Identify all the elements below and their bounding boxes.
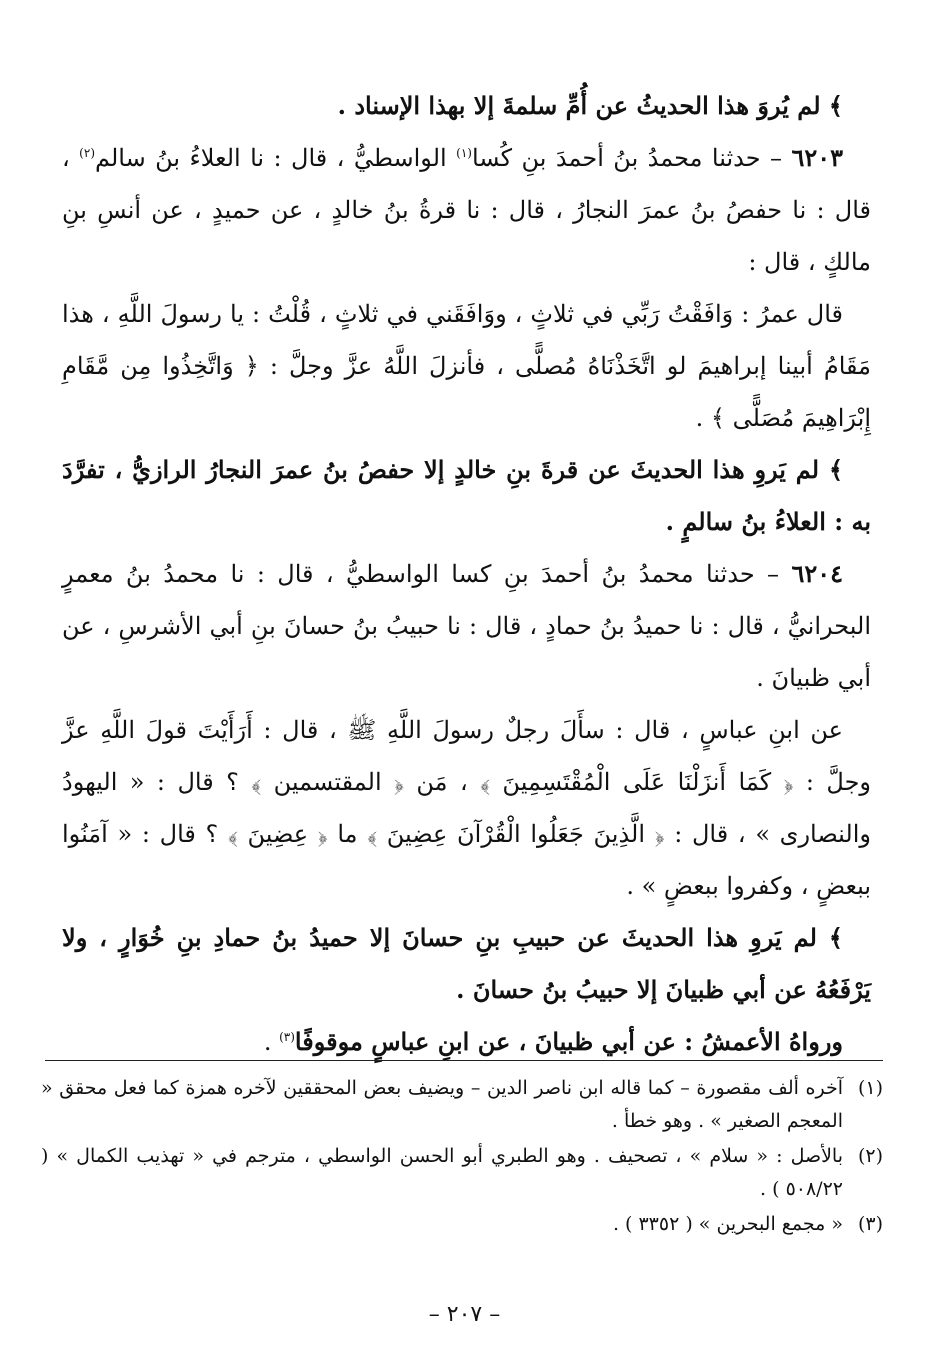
note-6203 bbox=[62, 444, 871, 548]
main-text bbox=[62, 80, 871, 1068]
page-number: – ٢٠٧ – bbox=[428, 1302, 501, 1327]
footnote-1-text: آخره ألف مقصورة – كما قاله ابن ناصر الدين – ويضيف بعض المحققين لآخره همزة كما فعل محقق « المعجم الصغير » . وهو خطأ . bbox=[41, 1077, 843, 1132]
footnote-ref-3[interactable]: (٣) bbox=[279, 1030, 295, 1044]
riwaya-text: ورواهُ الأعمشُ : عن أبي ظبيانَ ، عن ابنِ عباسٍ موقوفًا bbox=[294, 1027, 843, 1056]
footnote-1 bbox=[41, 1072, 883, 1138]
hadith-6203-isnad bbox=[62, 132, 871, 288]
footnote-3-text: « مجمع البحرين » ( ٣٣٥٢ ) . bbox=[612, 1213, 843, 1235]
isnad-part-3: ، قال : نا حفصُ بنُ عمرَ النجارُ ، قال : نا قرةُ بنُ خالدٍ ، عن حميدٍ ، عن أنسِ بنِ مالكٍ ، قال : bbox=[62, 144, 871, 276]
isnad-6204: – حدثنا محمدُ بنُ أحمدَ بنِ كسا الواسطيُّ ، قال : نا محمدُ بنُ معمرٍ البحرانيُّ ، قال : نا حميدُ بنُ حمادٍ ، قال : نا حبيبُ بنُ حسانَ بنِ أبي الأشرسِ ، عن أبي ظبيانَ . bbox=[62, 560, 871, 692]
footnote-3-label: (٣) bbox=[857, 1213, 883, 1235]
footnote-ref-2[interactable]: (٢) bbox=[79, 146, 95, 160]
hadith-6204-matn: عن ابنِ عباسٍ ، قال : سأَلَ رجلٌ رسولَ اللَّهِ ﷺ ، قال : أَرَأَيْتَ قولَ اللَّهِ عزَّ وجلَّ : ﴿ كَمَا أَنزَلْنَا عَلَى الْمُقْتَسِمِينَ ﴾ ، مَن ﴿ المقتسمين ﴾ ؟ قال : « اليهودُ والنصارى » ، قال : ﴿ الَّذِينَ جَعَلُوا الْقُرْآنَ عِضِينَ ﴾ ما ﴿ عِضِينَ ﴾ ؟ قال : « آمَنُوا ببعضٍ ، وكفروا ببعضٍ » . bbox=[62, 716, 871, 900]
hadith-number-6204: ٦٢٠٤ bbox=[791, 559, 843, 588]
hadith-6204-isnad bbox=[62, 548, 871, 704]
footnote-2-text: بالأصل : « سلام » ، تصحيف . وهو الطبري أبو الحسن الواسطي ، مترجم في « تهذيب الكمال » ( ٥٠٨/٢٢ ) . bbox=[41, 1145, 843, 1200]
note-6204: ﴾ لم يَروِ هذا الحديثَ عن حبيبِ بنِ حسانَ إلا حميدُ بنُ حمادِ بنِ خُوَارٍ ، ولا يَرْفَعُهُ عن أبي ظبيانَ إلا حبيبُ بنُ حسانَ . bbox=[62, 923, 871, 1004]
riwaya-end: . bbox=[263, 1028, 280, 1056]
footnote-divider bbox=[45, 1060, 883, 1061]
footnote-3 bbox=[41, 1208, 883, 1241]
note-6203-end: العلاءُ بنُ سالمٍ . bbox=[665, 507, 826, 536]
note-6203-main: ﴾ لم يَروِ هذا الحديثَ عن قرةَ بنِ خالدٍ إلا حفصُ بنُ عمرَ النجارُ الرازيُّ ، تفرَّدَ به : bbox=[62, 455, 871, 536]
isnad-part-2: الواسطيُّ ، قال : نا العلاءُ بنُ سالم bbox=[95, 144, 457, 172]
footnote-ref-1[interactable]: (١) bbox=[456, 146, 472, 160]
footnote-2-label: (٢) bbox=[857, 1145, 883, 1167]
hadith-number-6203: ٦٢٠٣ bbox=[791, 143, 844, 172]
hadith-6203-matn: قال عمرُ : وَافَقْتُ رَبِّي في ثلاثٍ ، ووَافَقَني في ثلاثٍ ، قُلْتُ : يا رسولَ اللَّهِ ، هذا مَقَامُ أبينا إبراهيمَ لو اتَّخَذْنَاهُ مُصلًّى ، فأنزلَ اللَّهُ عزَّ وجلَّ : ﴿ وَاتَّخِذُوا مِن مَّقَامِ إِبْرَاهِيمَ مُصَلًّى ﴾ . bbox=[62, 300, 871, 432]
isnad-part-1: – حدثنا محمدُ بنُ أحمدَ بنِ كُسا bbox=[471, 144, 792, 172]
footnote-2 bbox=[41, 1140, 883, 1206]
note-6202: ﴾ لم يُروَ هذا الحديثُ عن أُمِّ سلمةَ إلا بهذا الإسناد . bbox=[337, 91, 843, 120]
footnotes bbox=[41, 1072, 883, 1243]
footnote-1-label: (١) bbox=[857, 1077, 883, 1099]
